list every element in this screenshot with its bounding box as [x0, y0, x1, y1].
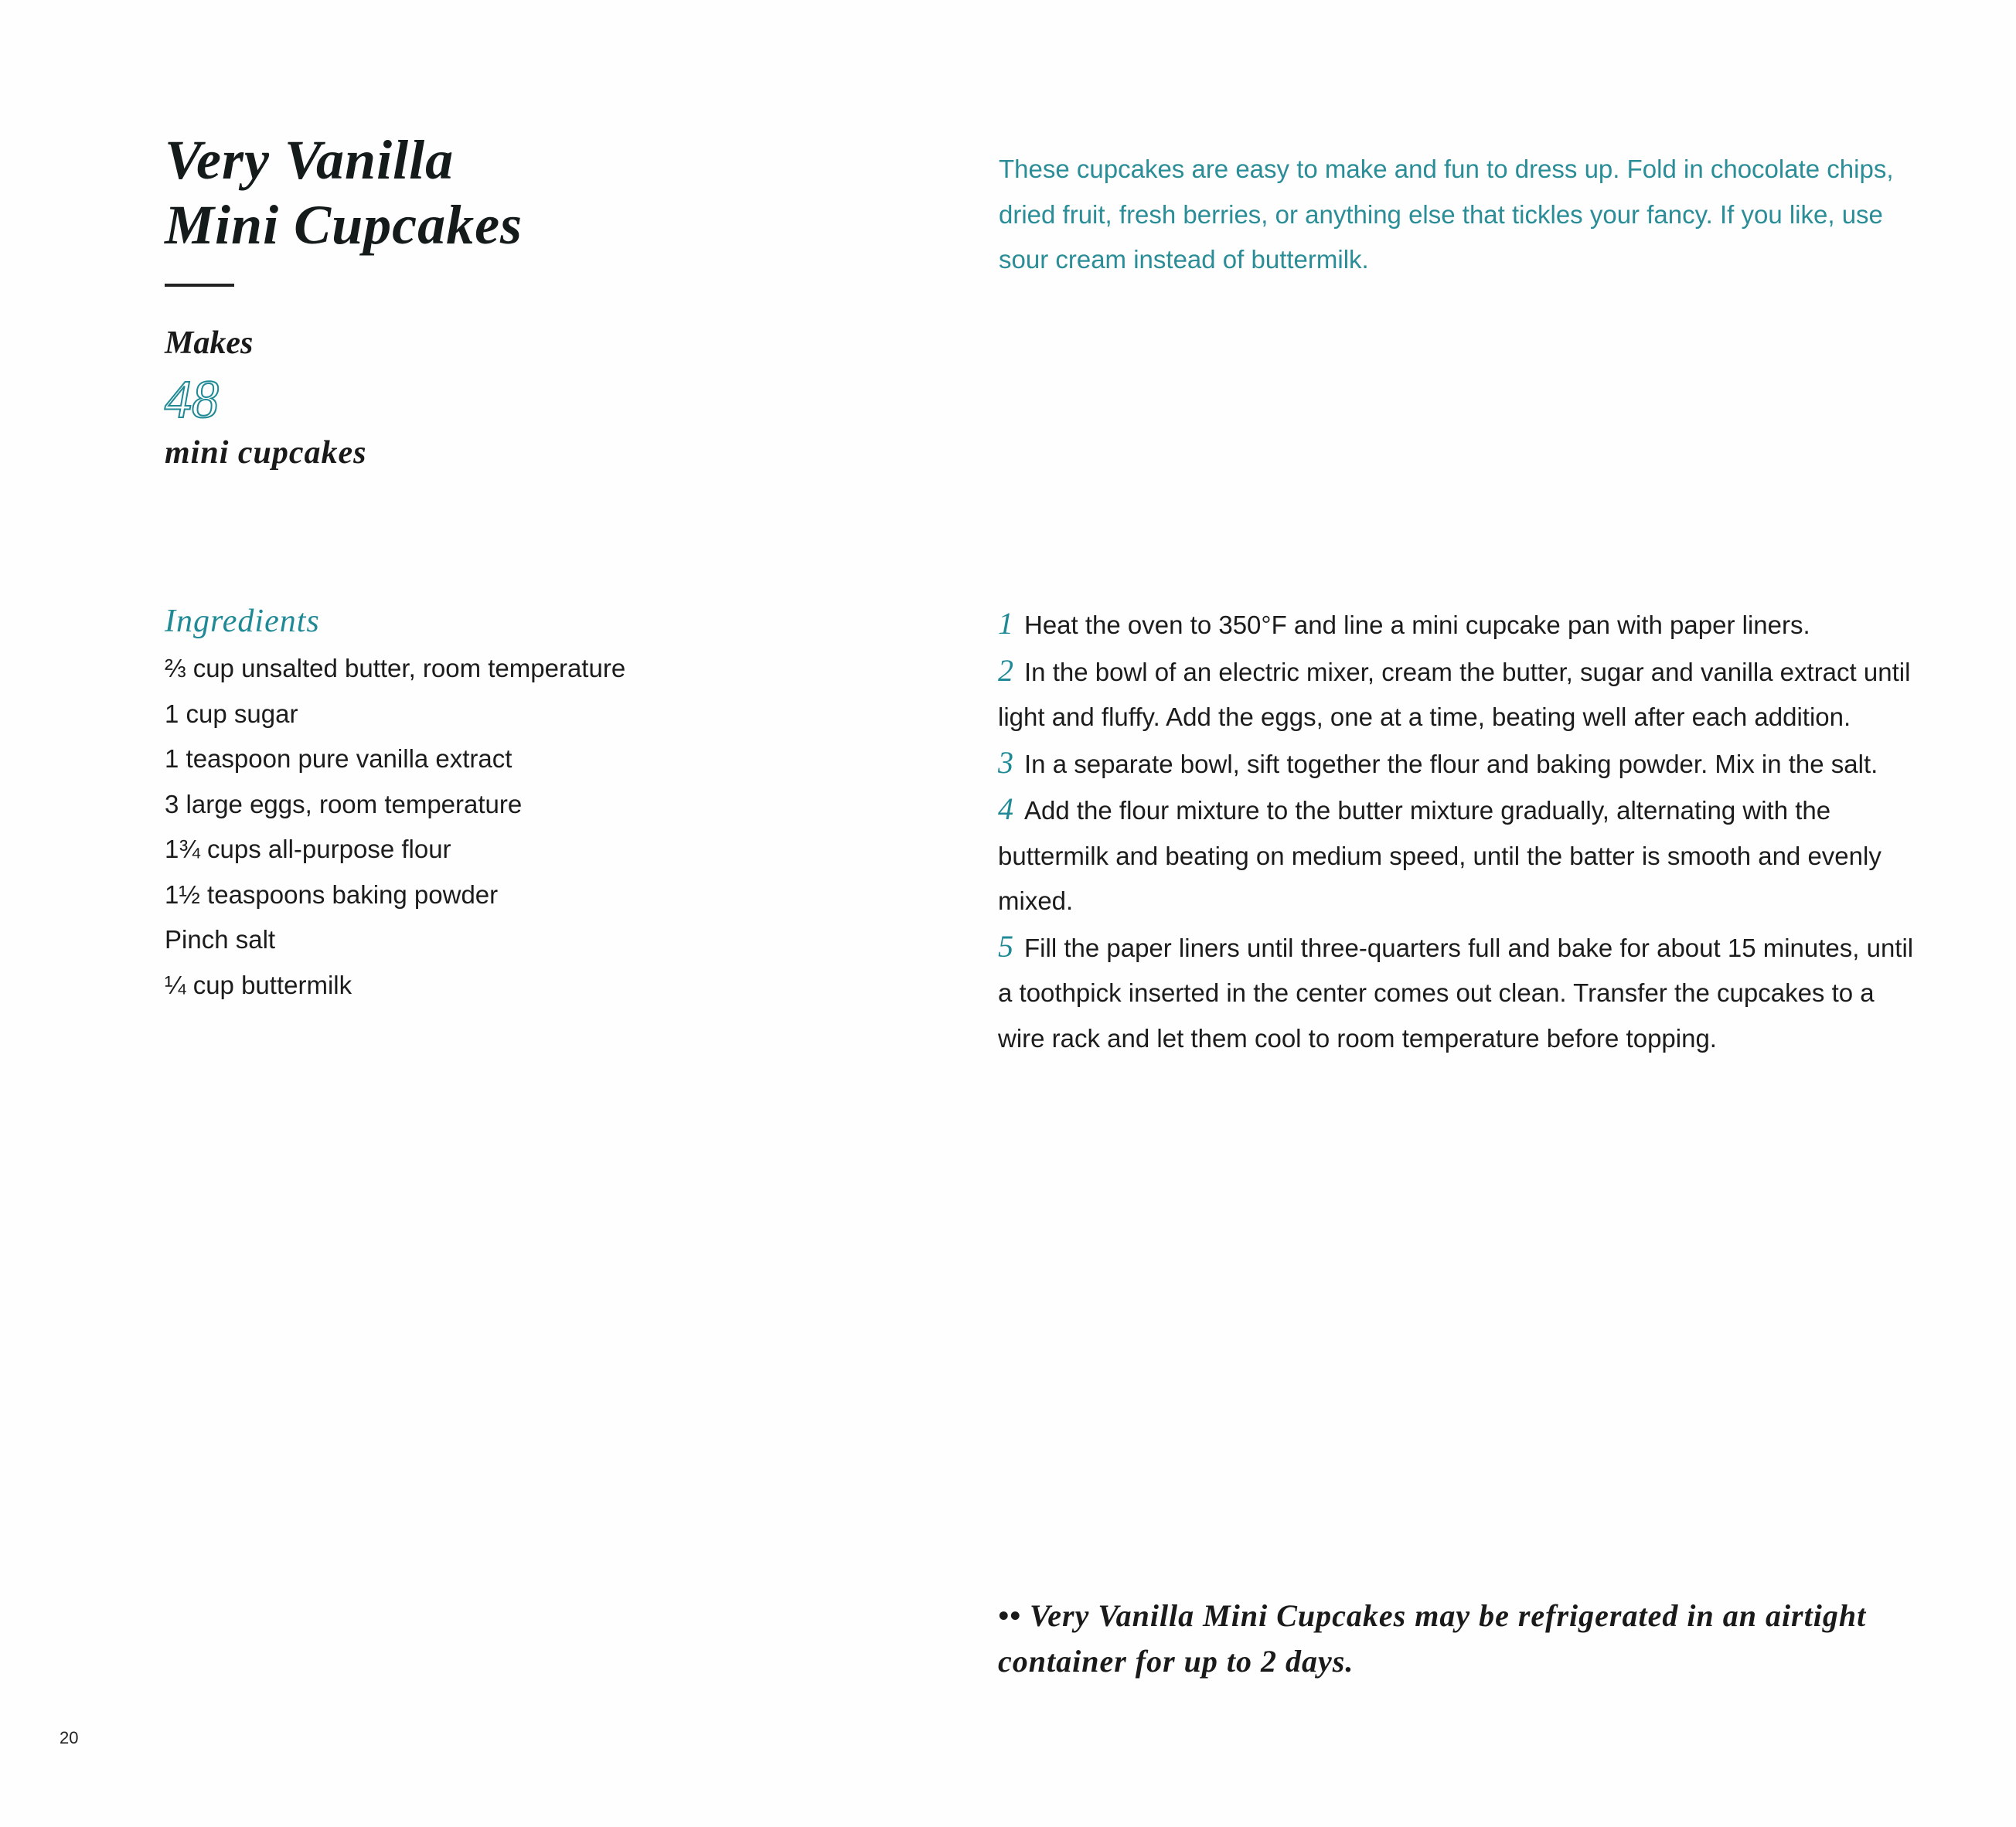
recipe-intro: These cupcakes are easy to make and fun to dress up. Fold in chocolate chips, dried fruit, fresh berries, or anything else that tickles your fancy. If you like, use sour cream instead of buttermilk.	[999, 155, 1894, 274]
recipe-title	[165, 128, 523, 257]
storage-note	[998, 1594, 1910, 1684]
note-text: Very Vanilla Mini Cupcakes may be refrigerated in an airtight container for up to 2 days.	[998, 1598, 1867, 1679]
step-text: Fill the paper liners until three-quarters full and bake for about 15 minutes, until a toothpick inserted in the center comes out clean. Transfer the cupcakes to a wire rack and let them cool to room temperature before topping.	[998, 933, 1914, 1053]
ingredient-item: Pinch salt	[165, 925, 276, 954]
step	[998, 601, 1918, 648]
step-text: In the bowl of an electric mixer, cream the butter, sugar and vanilla extract until light and fluffy. Add the eggs, one at a time, beating well after each addition.	[998, 657, 1911, 731]
ingredients-heading: Ingredients	[165, 604, 320, 639]
title-line-2: Mini Cupcakes	[165, 194, 523, 256]
step	[998, 740, 1918, 788]
ingredient-item: ¼ cup buttermilk	[165, 970, 352, 999]
note-bullet: ••	[998, 1598, 1022, 1633]
step	[998, 924, 1918, 1062]
yield-count: 48	[165, 370, 219, 430]
ingredient-item: ⅔ cup unsalted butter, room temperature	[165, 654, 626, 682]
page-number: 20	[60, 1728, 79, 1747]
ingredient-item: 1¾ cups all-purpose flour	[165, 835, 451, 863]
step-text: Add the flour mixture to the butter mixture gradually, alternating with the buttermilk and beating on medium speed, until the batter is smooth and evenly mixed.	[998, 796, 1881, 915]
yield-unit: mini cupcakes	[165, 435, 367, 471]
step-text: In a separate bowl, sift together the flour and baking powder. Mix in the salt.	[1024, 749, 1878, 778]
step-number: 3	[998, 744, 1013, 780]
title-line-1: Very Vanilla	[165, 129, 455, 191]
step	[998, 648, 1918, 740]
step-number: 2	[998, 652, 1013, 688]
step-number: 4	[998, 791, 1013, 826]
ingredients-list	[165, 646, 625, 1008]
ingredient-item: 1 teaspoon pure vanilla extract	[165, 744, 513, 773]
ingredient-item: 1 cup sugar	[165, 699, 298, 728]
title-divider	[165, 284, 234, 287]
ingredient-item: 1½ teaspoons baking powder	[165, 879, 499, 909]
step-number: 1	[998, 606, 1013, 641]
makes-label: Makes	[165, 325, 254, 361]
step	[998, 787, 1918, 924]
step-text: Heat the oven to 350°F and line a mini cupcake pan with paper liners.	[1024, 611, 1810, 639]
ingredient-item: 3 large eggs, room temperature	[165, 789, 523, 818]
method-steps	[998, 601, 1918, 1061]
step-number: 5	[998, 928, 1013, 964]
